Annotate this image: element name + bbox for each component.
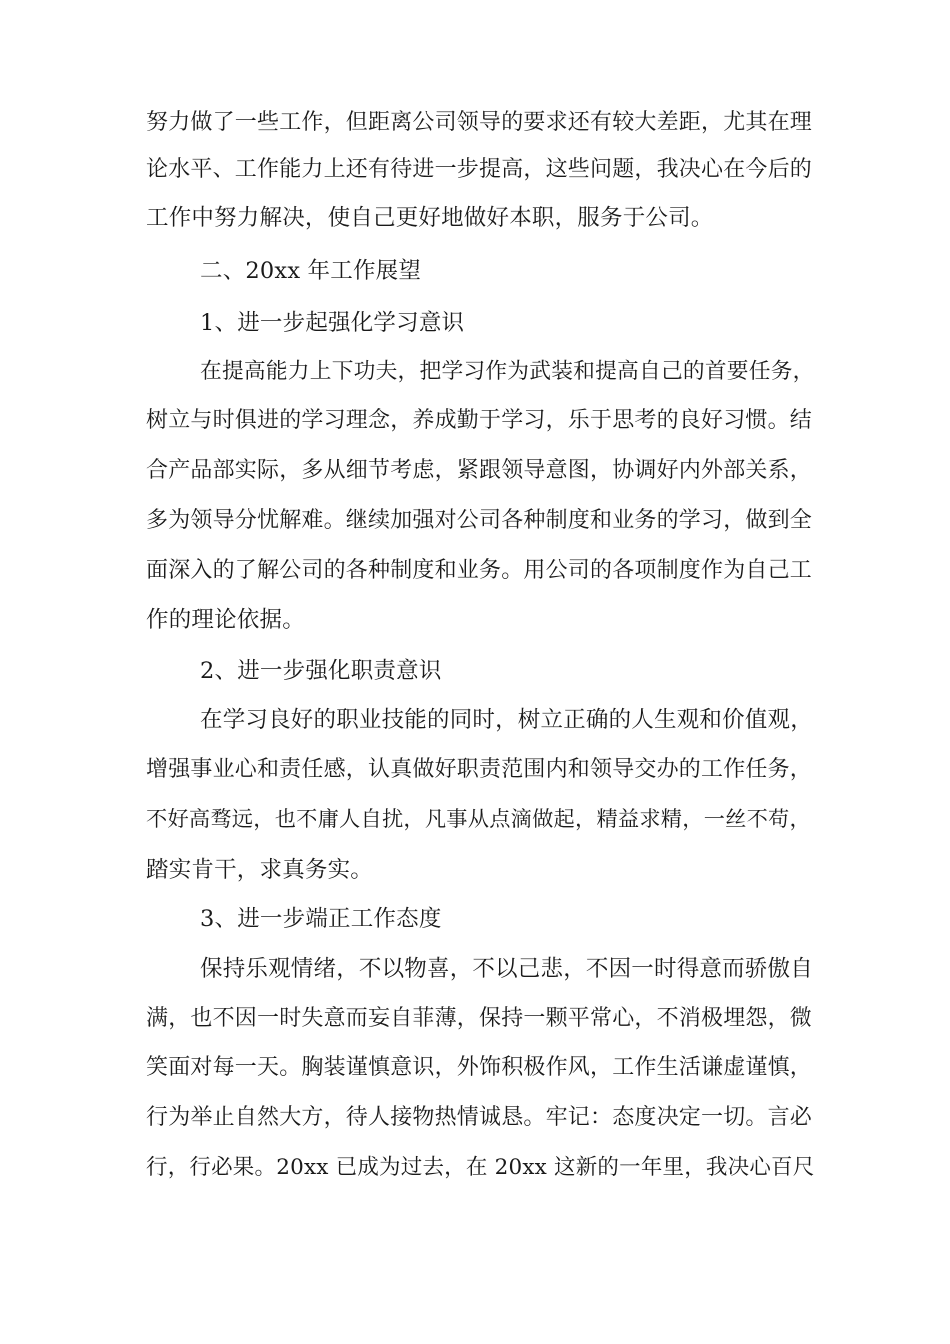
paragraph-line: 行，行必果。20xx 已成为过去，在 20xx 这新的一年里，我决心百尺	[146, 1155, 815, 1180]
paragraph-line: 树立与时俱进的学习理念，养成勤于学习，乐于思考的良好习惯。结	[146, 408, 813, 433]
paragraph-line: 论水平、工作能力上还有待进一步提高，这些问题，我决心在今后的	[146, 157, 813, 182]
paragraph-line: 面深入的了解公司的各种制度和业务。用公司的各项制度作为自己工	[146, 558, 813, 583]
paragraph-line: 不好高骛远，也不庸人自扰，凡事从点滴做起，精益求精，一丝不苟，	[146, 807, 811, 832]
subsection-heading: 3、进一步端正工作态度	[200, 906, 442, 932]
subsection-heading: 1、进一步起强化学习意识	[200, 310, 465, 336]
paragraph-line: 在提高能力上下功夫，把学习作为武装和提高自己的首要任务，	[200, 359, 815, 384]
paragraph-line: 作的理论依据。	[146, 607, 305, 633]
paragraph-line: 满，也不因一时失意而妄自菲薄，保持一颗平常心，不消极埋怨，微	[146, 1006, 813, 1031]
paragraph-line: 行为举止自然大方，待人接物热情诚恳。牢记：态度决定一切。言必	[146, 1105, 813, 1130]
paragraph-line: 多为领导分忧解难。继续加强对公司各种制度和业务的学习，做到全	[146, 508, 813, 533]
paragraph-line: 保持乐观情绪，不以物喜，不以己悲，不因一时得意而骄傲自	[200, 956, 813, 982]
paragraph-line: 增强事业心和责任感，认真做好职责范围内和领导交办的工作任务，	[146, 757, 813, 782]
subsection-heading: 2、进一步强化职责意识	[200, 658, 442, 684]
paragraph-line: 工作中努力解决，使自己更好地做好本职，服务于公司。	[146, 205, 714, 231]
paragraph-line: 合产品部实际，多从细节考虑，紧跟领导意图，协调好内外部关系，	[146, 458, 813, 483]
section-heading: 二、20xx 年工作展望	[200, 258, 422, 284]
paragraph-line: 努力做了一些工作，但距离公司领导的要求还有较大差距，尤其在理	[146, 110, 813, 135]
paragraph-line: 在学习良好的职业技能的同时，树立正确的人生观和价值观，	[200, 707, 813, 733]
paragraph-line: 笑面对每一天。胸装谨慎意识，外饰积极作风，工作生活谦虚谨慎，	[146, 1055, 813, 1080]
paragraph-line: 踏实肯干，求真务实。	[146, 857, 374, 883]
